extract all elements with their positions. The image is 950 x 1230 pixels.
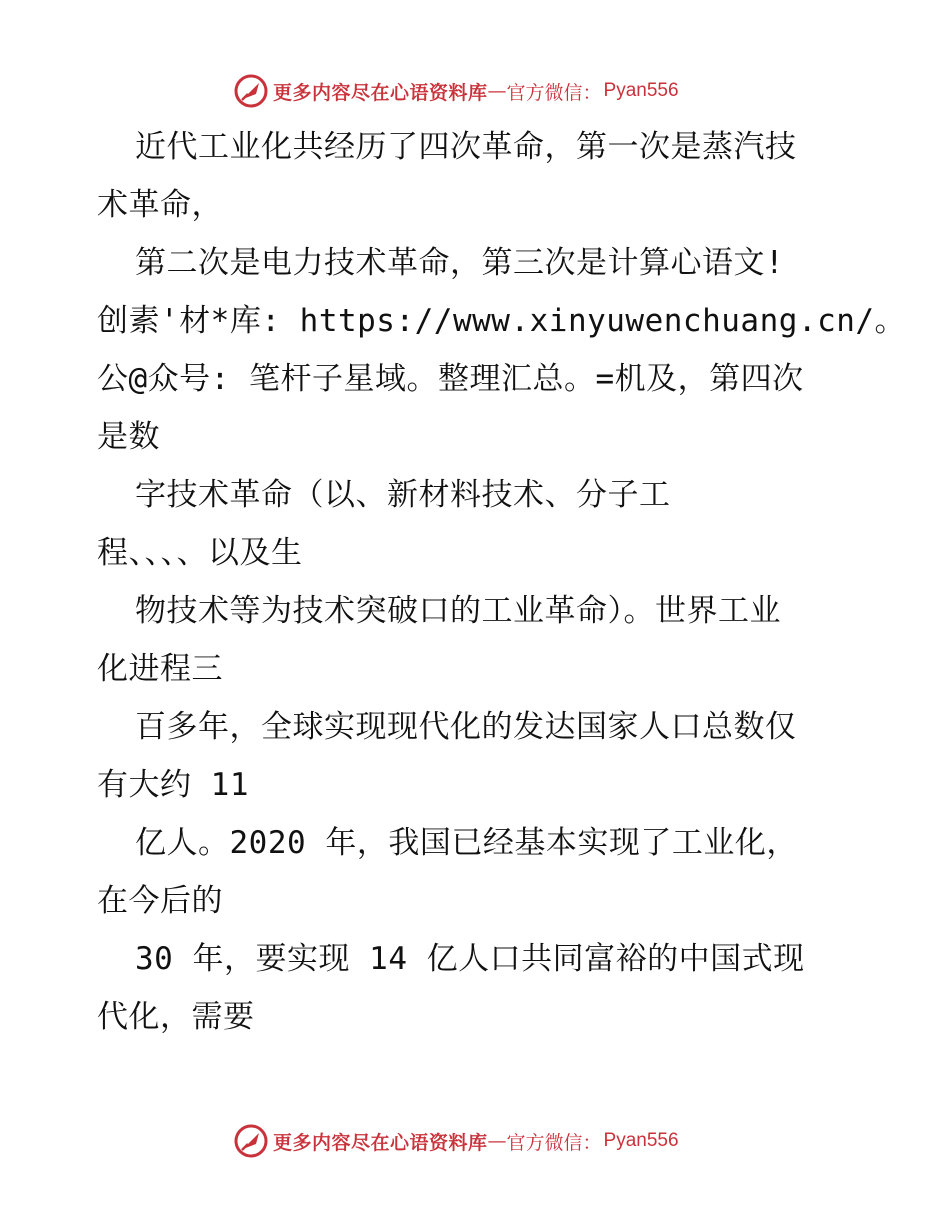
header-banner bbox=[234, 73, 679, 109]
body-line: 是数 bbox=[97, 419, 160, 455]
banner-text: 更多内容尽在心语资料库 bbox=[273, 1131, 488, 1154]
body-line: 字技术革命（以、新材料技术、分子工 bbox=[135, 477, 671, 513]
quill-logo-icon bbox=[234, 74, 268, 108]
body-line: 程、、、、以及生 bbox=[97, 535, 303, 571]
banner-wechat-label: 官方微信： bbox=[506, 1131, 602, 1154]
body-line: 物技术等为技术突破口的工业革命）。世界工业 bbox=[135, 593, 781, 629]
body-line: 有大约 11 bbox=[97, 767, 249, 803]
body-line: 近代工业化共经历了四次革命，第一次是蒸汽技 bbox=[135, 129, 797, 165]
body-line: 百多年，全球实现现代化的发达国家人口总数仅 bbox=[135, 709, 797, 745]
body-line: 化进程三 bbox=[97, 651, 223, 687]
quill-logo-icon bbox=[234, 1124, 268, 1158]
body-line: 30 年，要实现 14 亿人口共同富裕的中国式现 bbox=[135, 941, 805, 977]
body-line: 在今后的 bbox=[97, 883, 223, 919]
body-line: 亿人。2020 年，我国已经基本实现了工业化， bbox=[135, 825, 798, 861]
body-line: 第二次是电力技术革命，第三次是计算心语文! bbox=[135, 245, 785, 281]
banner-wechat-id: Pyan556 bbox=[603, 1130, 679, 1151]
banner-wechat-id: Pyan556 bbox=[603, 80, 679, 101]
body-line: 代化，需要 bbox=[97, 999, 255, 1035]
banner-text: 更多内容尽在心语资料库 bbox=[273, 81, 488, 104]
footer-banner bbox=[234, 1123, 679, 1159]
banner-separator: — bbox=[487, 1130, 507, 1152]
banner-separator: — bbox=[487, 80, 507, 102]
body-line: 公@众号: 笔杆子星域。整理汇总。=机及，第四次 bbox=[97, 361, 804, 397]
body-line: 创素'材*库: https://www.xinyuwenchuang.cn/。 bbox=[97, 303, 907, 339]
body-line: 术革命， bbox=[97, 187, 223, 223]
banner-wechat-label: 官方微信： bbox=[506, 81, 602, 104]
